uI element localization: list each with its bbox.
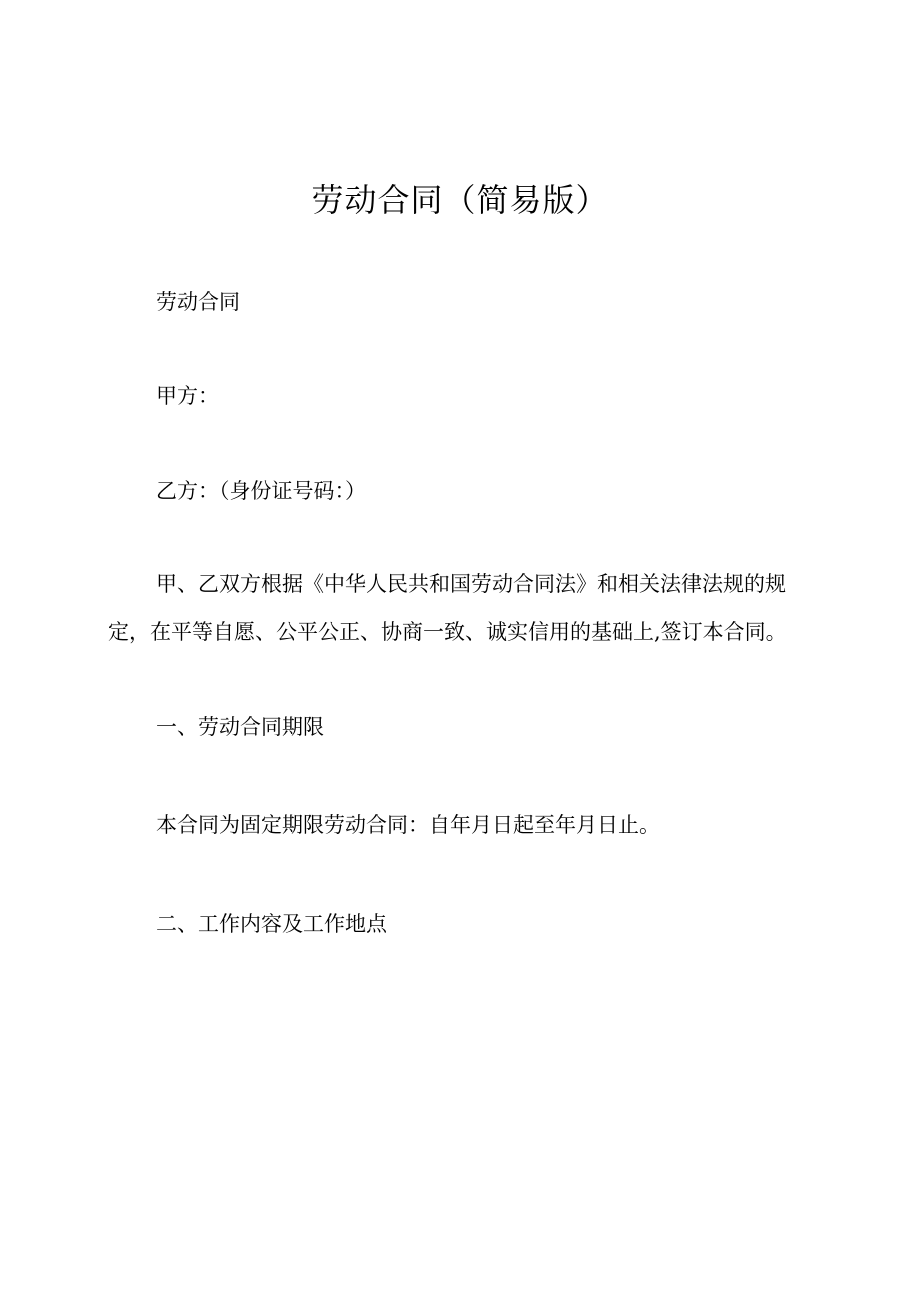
contract-heading: 劳动合同: [156, 290, 240, 314]
intro-paragraph: [108, 570, 808, 646]
section-1-text: 本合同为固定期限劳动合同：自年月日起至年月日止。: [156, 813, 660, 837]
section-2-title: 二、工作内容及工作地点: [156, 912, 387, 936]
party-b-line: 乙方：（身份证号码：）: [156, 479, 366, 503]
document-title: 劳动合同（简易版）: [311, 181, 609, 219]
section-1-title: 一、劳动合同期限: [156, 715, 324, 739]
intro-line-2: 定，在平等自愿、公平公正、协商一致、诚实信用的基础上,签订本合同。: [108, 620, 787, 644]
party-a-line: 甲方：: [156, 384, 219, 408]
intro-line-1: 甲、乙双方根据《中华人民共和国劳动合同法》和相关法律法规的规: [156, 572, 786, 596]
